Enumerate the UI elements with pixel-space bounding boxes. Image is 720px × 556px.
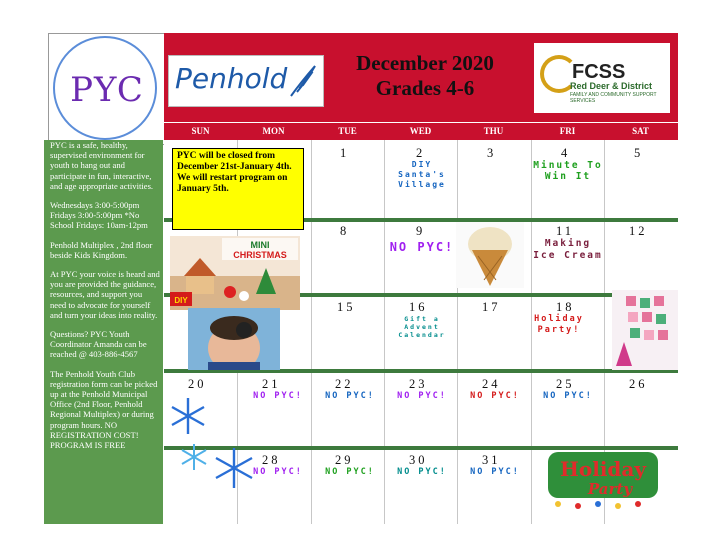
pyc-logo [48,33,165,145]
date-31: 31 [482,453,501,467]
date-12: 12 [629,224,648,238]
day-tue: TUE [338,126,357,136]
event-holiday-party: Holiday Party! [534,314,584,335]
event-no-pyc: NO PYC! [253,467,303,477]
date-23: 23 [409,377,428,391]
holiday-text: Holiday [560,457,646,481]
date-17: 17 [482,300,501,314]
date-28: 28 [262,453,281,467]
mini-christmas-image [170,236,300,310]
date-20: 20 [188,377,207,391]
weekday-header [164,122,678,141]
event-no-pyc: NO PYC! [397,391,447,401]
fcss-title: FCSS [572,61,626,83]
party-text: Party [587,480,633,498]
event-no-pyc: NO PYC! [389,240,455,254]
date-29: 29 [335,453,354,467]
date-2: 2 [416,146,426,160]
event-no-pyc: NO PYC! [470,467,520,477]
date-11: 11 [556,224,575,238]
feather-icon [287,62,319,98]
penhold-logo-text: Penhold [175,62,288,95]
sidebar-about: PYC is a safe, healthy, supervised environment for youth to hang out and participate in fun, interactive, and age appropriate activities. [50,140,154,191]
advent-calendar-photo [612,290,678,370]
date-4: 4 [561,146,571,160]
event-no-pyc: NO PYC! [325,391,375,401]
event-no-pyc: NO PYC! [325,467,375,477]
pyc-logo-text: PYC [70,70,144,110]
date-22: 22 [335,377,354,391]
day-mon: MON [262,126,285,136]
ice-cream-photo [456,222,524,288]
mini-christmas-caption: MINI [250,240,270,250]
snowflake-icon [212,446,256,490]
date-25: 25 [556,377,575,391]
sidebar-info [44,140,163,524]
date-26: 26 [629,377,648,391]
event-no-pyc: NO PYC! [543,391,593,401]
date-18: 18 [556,300,575,314]
event-no-pyc: NO PYC! [397,467,447,477]
holiday-party-graphic [544,446,662,512]
event-diy-santas-village: DIY Santa's Village [398,160,446,189]
closure-notice: PYC will be closed from December 21st-January 4th. We will restart program on January 5th. [172,148,304,230]
diy-caption: DIY [174,296,188,305]
minute-to-win-it-photo [188,308,280,370]
date-3: 3 [487,146,497,160]
date-30: 30 [409,453,428,467]
sidebar-text [50,140,160,450]
pyc-logo-circle [53,36,157,140]
event-minute-to-win-it: Minute To Win It [533,160,603,182]
sidebar-contact: Questions? PYC Youth Coordinator Amanda can be reached @ 403-886-4567 [50,329,147,360]
date-5: 5 [634,146,644,160]
day-fri: FRI [559,126,576,136]
date-16: 16 [409,300,428,314]
event-no-pyc: NO PYC! [470,391,520,401]
title-month: December 2020 [356,51,494,75]
date-24: 24 [482,377,501,391]
penhold-logo [168,55,324,107]
mini-christmas-caption2: CHRISTMAS [233,250,287,260]
date-21: 21 [262,377,281,391]
title-grades: Grades 4-6 [375,76,475,100]
day-wed: WED [409,126,432,136]
fcss-logo [534,43,670,113]
sidebar-registration: The Penhold Youth Club registration form can be picked up at the Penhold Municipal Office (2nd Floor, Penhold Regional Multiplex) or during program hours. NO REGISTRATION COST! PROGRAM IS FREE [50,368,158,451]
event-making-ice-cream: Making Ice Cream [533,238,603,261]
page-title [330,51,520,101]
date-1: 1 [340,146,350,160]
sidebar-voice: At PYC your voice is heard and you are provided the guidance, resources, and support you need to advocate for yourself and turn your ideas into reality. [50,269,160,320]
fcss-subtitle: Red Deer & District [570,81,653,91]
day-sun: SUN [191,126,210,136]
date-15: 15 [337,300,356,314]
event-no-pyc: NO PYC! [253,391,303,401]
date-8: 8 [340,224,350,238]
sidebar-hours: Wednesdays 3:00-5:00pm Fridays 3:00-5:00pm *No School Fridays: 10am-12pm [50,200,148,231]
fcss-tagline: FAMILY AND COMMUNITY SUPPORT SERVICES [570,92,657,104]
sidebar-location: Penhold Multiplex , 2nd floor beside Kids Kingdom. [50,239,153,260]
day-thu: THU [483,126,504,136]
date-9: 9 [416,224,426,238]
event-gift-advent-calendar: Gift a Advent Calendar [398,315,446,339]
snowflake-icon [168,394,208,472]
day-sat: SAT [632,126,649,136]
